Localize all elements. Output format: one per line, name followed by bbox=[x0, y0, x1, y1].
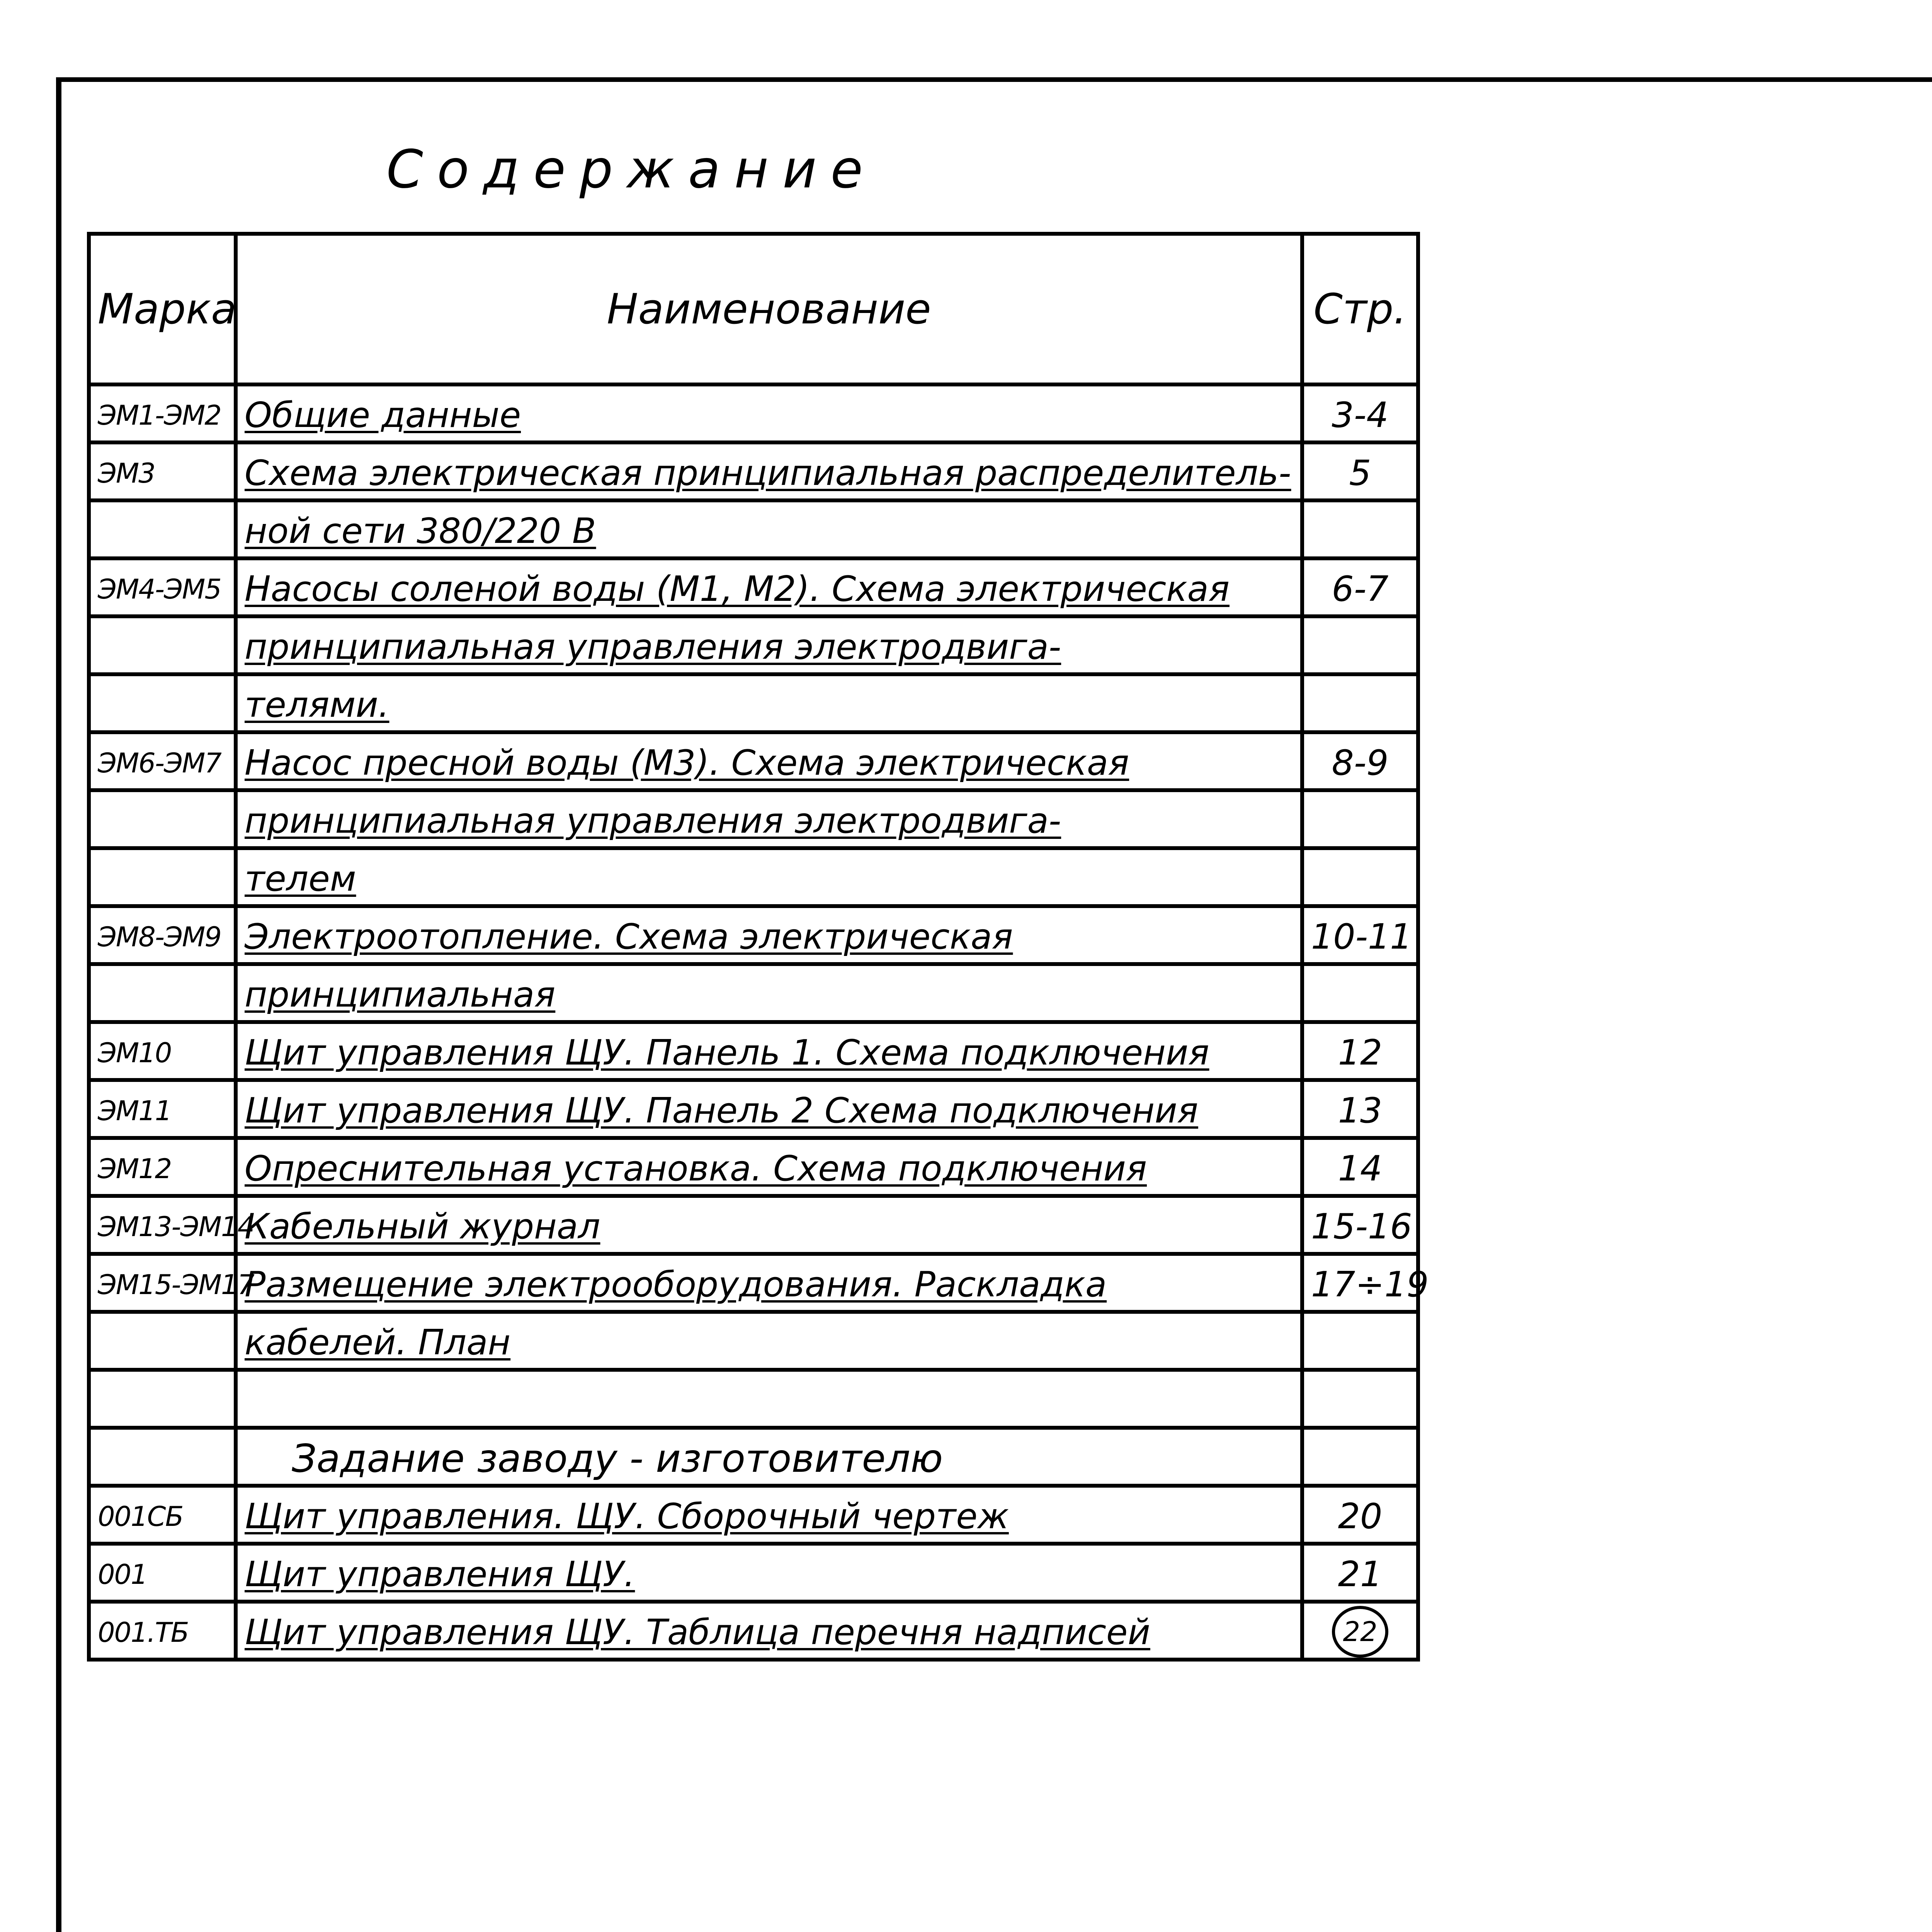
cell-name bbox=[236, 1370, 1302, 1428]
table-row bbox=[89, 732, 1418, 790]
table-row bbox=[89, 674, 1418, 732]
cell-page: 8-9 bbox=[1302, 732, 1418, 790]
cell-mark: ЭМ13-ЭМ14 bbox=[89, 1196, 236, 1254]
cell-mark bbox=[89, 674, 236, 732]
cell-name: телем bbox=[236, 848, 1302, 906]
column-header-page: Стр. bbox=[1302, 234, 1418, 384]
cell-mark bbox=[89, 1370, 236, 1428]
cell-mark: ЭМ15-ЭМ17 bbox=[89, 1254, 236, 1312]
table-row bbox=[89, 616, 1418, 674]
cell-mark bbox=[89, 848, 236, 906]
cell-name: принципиальная управления электродвига- bbox=[236, 790, 1302, 848]
column-header-name: Наименование bbox=[236, 234, 1302, 384]
cell-name: телями. bbox=[236, 674, 1302, 732]
table-row bbox=[89, 848, 1418, 906]
cell-page: 10-11 bbox=[1302, 906, 1418, 964]
cell-name: Щит управления. ЩУ. Сборочный чертеж bbox=[236, 1486, 1302, 1544]
cell-page bbox=[1302, 500, 1418, 558]
cell-page: 20 bbox=[1302, 1486, 1418, 1544]
cell-mark: ЭМ6-ЭМ7 bbox=[89, 732, 236, 790]
table-row bbox=[89, 558, 1418, 616]
cell-page bbox=[1302, 1370, 1418, 1428]
section-heading: Задание заводу - изготовителю bbox=[236, 1428, 1302, 1486]
cell-page bbox=[1302, 674, 1418, 732]
table-row bbox=[89, 500, 1418, 558]
table-row bbox=[89, 964, 1418, 1022]
cell-mark bbox=[89, 790, 236, 848]
cell-mark: ЭМ4-ЭМ5 bbox=[89, 558, 236, 616]
cell-page bbox=[1302, 616, 1418, 674]
cell-name: Щит управления ЩУ. Панель 2 Схема подключения bbox=[236, 1080, 1302, 1138]
table-row bbox=[89, 1254, 1418, 1312]
cell-page: 6-7 bbox=[1302, 558, 1418, 616]
table-row bbox=[89, 1312, 1418, 1370]
cell-page bbox=[1302, 964, 1418, 1022]
cell-mark: ЭМ11 bbox=[89, 1080, 236, 1138]
cell-page: 5 bbox=[1302, 442, 1418, 500]
cell-name: Общие данные bbox=[236, 384, 1302, 442]
cell-name: кабелей. План bbox=[236, 1312, 1302, 1370]
table-row bbox=[89, 1370, 1418, 1428]
cell-mark: ЭМ8-ЭМ9 bbox=[89, 906, 236, 964]
section-heading-row bbox=[89, 1428, 1418, 1486]
contents-table bbox=[87, 232, 1429, 1662]
circled-page-number: 22 bbox=[1332, 1606, 1388, 1658]
cell-name: Щит управления ЩУ. bbox=[236, 1544, 1302, 1602]
table-row bbox=[89, 1602, 1418, 1660]
cell-mark: 001 bbox=[89, 1544, 236, 1602]
cell-page: 12 bbox=[1302, 1022, 1418, 1080]
cell-name: Электроотопление. Схема электрическая bbox=[236, 906, 1302, 964]
cell-name: Щит управления ЩУ. Таблица перечня надписей bbox=[236, 1602, 1302, 1660]
cell-name: принципиальная управления электродвига- bbox=[236, 616, 1302, 674]
cell-page bbox=[1302, 1428, 1418, 1486]
cell-page: 17÷19 bbox=[1302, 1254, 1418, 1312]
table-row bbox=[89, 442, 1418, 500]
cell-name: Щит управления ЩУ. Панель 1. Схема подключения bbox=[236, 1022, 1302, 1080]
cell-mark: ЭМ3 bbox=[89, 442, 236, 500]
cell-mark bbox=[89, 1312, 236, 1370]
cell-page: 14 bbox=[1302, 1138, 1418, 1196]
cell-mark: 001СБ bbox=[89, 1486, 236, 1544]
page-title: Содержание bbox=[386, 139, 877, 200]
cell-page bbox=[1302, 848, 1418, 906]
table-row bbox=[89, 906, 1418, 964]
cell-mark bbox=[89, 1428, 236, 1486]
cell-mark bbox=[89, 500, 236, 558]
table-body bbox=[89, 384, 1429, 1660]
cell-mark: ЭМ10 bbox=[89, 1022, 236, 1080]
cell-name: Кабельный журнал bbox=[236, 1196, 1302, 1254]
cell-page: 13 bbox=[1302, 1080, 1418, 1138]
table-row bbox=[89, 790, 1418, 848]
cell-name: Размещение электрооборудования. Раскладка bbox=[236, 1254, 1302, 1312]
cell-name: принципиальная bbox=[236, 964, 1302, 1022]
cell-name: Схема электрическая принципиальная распределитель- bbox=[236, 442, 1302, 500]
table-row bbox=[89, 1080, 1418, 1138]
cell-page bbox=[1302, 1312, 1418, 1370]
cell-page: 3-4 bbox=[1302, 384, 1418, 442]
table-row bbox=[89, 384, 1418, 442]
table-row bbox=[89, 1138, 1418, 1196]
table-row bbox=[89, 1544, 1418, 1602]
cell-page bbox=[1302, 1602, 1418, 1660]
cell-mark: ЭМ12 bbox=[89, 1138, 236, 1196]
cell-mark: ЭМ1-ЭМ2 bbox=[89, 384, 236, 442]
cell-name: ной сети 380/220 В bbox=[236, 500, 1302, 558]
table-header-row bbox=[89, 234, 1418, 384]
cell-name: Насосы соленой воды (М1, М2). Схема электрическая bbox=[236, 558, 1302, 616]
cell-name: Опреснительная установка. Схема подключения bbox=[236, 1138, 1302, 1196]
cell-page: 21 bbox=[1302, 1544, 1418, 1602]
table-row bbox=[89, 1196, 1418, 1254]
cell-mark: 001.ТБ bbox=[89, 1602, 236, 1660]
column-header-mark: Марка bbox=[89, 234, 236, 384]
cell-mark bbox=[89, 964, 236, 1022]
cell-page bbox=[1302, 790, 1418, 848]
cell-page: 15-16 bbox=[1302, 1196, 1418, 1254]
table-row bbox=[89, 1486, 1418, 1544]
cell-name: Насос пресной воды (М3). Схема электрическая bbox=[236, 732, 1302, 790]
cell-mark bbox=[89, 616, 236, 674]
table-row bbox=[89, 1022, 1418, 1080]
